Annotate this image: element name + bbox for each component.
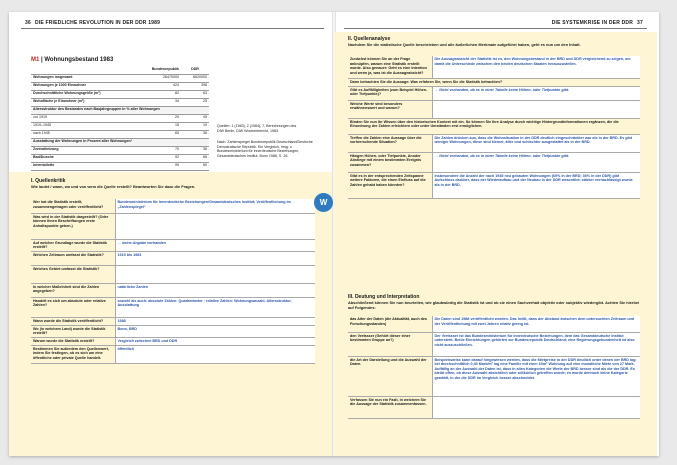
table-cell-brd: 20 — [150, 114, 181, 122]
right-page — [334, 12, 659, 456]
table-row-label: 1919–1945 — [31, 122, 150, 130]
table-cell-ddr: 6620000 — [181, 74, 209, 82]
table-row — [31, 154, 209, 162]
question-row — [31, 251, 315, 265]
question-cell: Wann wurde die Statistik veröffentlicht? — [31, 317, 115, 325]
answer-text: Die Zahlen drücken aus, dass die Wohnsituation in der DDR deutlich eingeschränkter war als in der BRD. Es gibt weniger Wohnungen, diese sind kleiner, älter und schlechter ausgestattet als in der BRD. — [434, 135, 632, 145]
left-page-header — [21, 18, 324, 27]
answer-cell[interactable] — [115, 213, 315, 239]
answer-text: Nicht vorhanden, da es in einer Tabelle keine Höhen- oder Tiefpunkte gibt. — [439, 153, 570, 158]
answer-text: Bundesministerium für Innerdeutsche Beziehungen/Gesamtdeutsches Institut; Veröffentlichung im „Zahlenspiegel“ — [117, 200, 291, 209]
table-cell-ddr: 60 — [181, 162, 209, 170]
table-row-label: Wohnungen insgesamt — [31, 74, 150, 82]
book-spread — [9, 12, 659, 456]
table-header-ddr: DDR — [181, 66, 209, 74]
answer-cell[interactable] — [115, 317, 315, 325]
question-cell: Treffen die Zahlen eine Aussage über die vorherrschende Situation? — [348, 134, 432, 152]
question-row — [348, 100, 640, 118]
answer-text: keine Angabe vorhanden — [122, 240, 166, 245]
answer-text: Die Daten sind 1988 veröffentlicht worden. Das heißt, dass der Abstand zwischen dem untersuchten Zeitraum und der Veröffentlichung mit zwei Jahren relativ gering ist. — [434, 317, 635, 326]
left-header-title: DIE FRIEDLICHE REVOLUTION IN DER DDR 1989 — [34, 19, 161, 26]
table-row-label: Wohnungen je 1000 Einwohner — [31, 82, 150, 90]
question-cell: Bestimmen Sie außerdem den Quellenwert, indem Sie festlegen, ob es sich um eine öffentliche oder private Quelle handelt. — [31, 345, 115, 363]
answer-cell[interactable] — [115, 297, 315, 317]
question-cell: Was wird in der Statistik dargestellt? (Oder können Ihnen Beschriftungen erste Anhaltspunkte geben.) — [31, 213, 115, 239]
question-cell: Gibt es Auffälligkeiten (zum Beispiel Höhen- oder Tiefpunkte)? — [348, 86, 432, 100]
table-cell-ddr: 36 — [181, 130, 209, 138]
table-cell-ddr: 63 — [181, 90, 209, 98]
table-row-label: Durchschnittliche Wohnungsgröße (m²) — [31, 90, 150, 98]
answer-text: Der Verfasser ist das Bundesministerium für innerdeutsche Beziehungen, dem das Gesamtdeutsche Institut untersteht. Beide Einrichtungen gehörten zur Bundesrepublik Deutschland; eine Regierungsgebundenheit ist also nicht auszuschließen. — [434, 333, 635, 347]
part2-title: II. Quellenanalyse — [348, 36, 391, 42]
table-row — [31, 90, 209, 98]
question-row — [31, 297, 315, 317]
question-row — [31, 345, 315, 363]
question-row — [348, 86, 640, 100]
answer-text: 1988 — [117, 318, 126, 323]
question-cell: Wer hat die Statistik erstellt, zusammengetragen oder veröffentlicht? — [31, 199, 115, 213]
table-cell-brd: 34 — [150, 98, 181, 106]
source-title-text: Wohnungsbestand 1983 — [44, 57, 114, 63]
source-note: Nach: Zahlenspiegel Bundesrepublik Deutschland/Deutsche Demokratische Republik. Ein Vergleich, hrsg. v. Bundesministerium für innerdeutsche Beziehungen, Gesamtdeutsches Institut, Bonn 1988, S. 26. — [217, 140, 313, 158]
arrow-icon: → — [117, 240, 123, 245]
question-row — [31, 265, 315, 283]
answer-cell[interactable] — [115, 199, 315, 213]
answer-cell[interactable] — [432, 152, 640, 172]
table-row — [31, 82, 209, 90]
part2-grid — [348, 56, 640, 199]
answer-cell[interactable] — [115, 265, 315, 283]
answer-cell[interactable] — [115, 239, 315, 251]
question-cell: Welchen Zeitraum umfasst die Statistik? — [31, 251, 115, 265]
answer-text: Vergleich zwischen BRD und DDR — [117, 338, 178, 343]
question-cell: Zunächst können Sie an der Frage anknüpfen, warum eine Statistik erstellt wurde. Also genauer: Geht es eine Intention und wenn ja, was ist die Aussageabsicht? — [348, 56, 432, 78]
table-row — [31, 130, 209, 138]
table-row-label: Innentoilette — [31, 162, 150, 170]
answer-text: 1919 bis 1983 — [117, 252, 142, 257]
answer-cell[interactable] — [115, 283, 315, 297]
table-cell-brd: 15 — [150, 122, 181, 130]
question-cell: Handelt es sich um absolute oder relative Zahlen? — [31, 297, 115, 317]
housing-table — [31, 66, 209, 171]
table-cell-brd: 65 — [150, 130, 181, 138]
question-cell: Dann betrachten Sie die Aussage: Was erfahren Sie, wenn Sie die Statistik betrachten? — [348, 78, 640, 86]
table-row-label: Wohnfläche je Einwohner (m²) — [31, 98, 150, 106]
analysis-area — [334, 32, 657, 456]
table-row-label: Altersstruktur des Bestandes nach Baujahrgruppen in % aller Wohnungen — [31, 106, 209, 114]
question-cell: Auf welcher Grundlage wurde die Statistik erstellt? — [31, 239, 115, 251]
table-cell-brd: 26470000 — [150, 74, 181, 82]
side-tab-w[interactable]: W — [314, 193, 333, 212]
question-row — [348, 332, 640, 356]
question-cell: Welche Werte sind besonders erwähnenswert und warum? — [348, 100, 432, 118]
answer-text: Die Aussageabsicht der Statistik ist es, den Wohnungsbestand in der BRD und DDR vergleichend zu zeigen, um damit die Unterschiede zwischen den beiden deutschen Staaten herauszustellen. — [434, 57, 631, 66]
part1-grid — [31, 199, 315, 364]
answer-text: öffentlich — [117, 346, 135, 351]
table-header-label — [31, 66, 150, 74]
answer-cell[interactable] — [432, 332, 640, 356]
question-row — [348, 356, 640, 396]
answer-cell[interactable] — [432, 100, 640, 118]
question-row — [348, 118, 640, 134]
table-row-label: nach 1945 — [31, 130, 150, 138]
source-quelle: Quellen: 1 (1983), 2 (1984), 7, Berechnungen des DIW Berlin, DIW Wochenbericht, 1983. — [217, 124, 297, 133]
question-row — [31, 213, 315, 239]
table-cell-brd: 424 — [150, 82, 181, 90]
part3-title: III. Deutung und Interpretation — [348, 294, 420, 300]
answer-cell[interactable] — [432, 134, 640, 152]
answer-cell[interactable] — [432, 172, 640, 198]
left-page — [9, 12, 334, 456]
answer-text: natürliche Zahlen — [117, 284, 149, 289]
answer-cell[interactable] — [432, 396, 640, 418]
part1-title: I. Quellenkritik — [31, 178, 66, 184]
question-row — [31, 317, 315, 325]
question-cell: Wo (in welchem Land) wurde die Statistik erstellt? — [31, 325, 115, 337]
answer-text: Nicht vorhanden, da es in einer Tabelle keine Höhen- oder Tiefpunkte gibt. — [439, 87, 570, 92]
question-row — [348, 152, 640, 172]
table-body — [31, 74, 209, 170]
part3-grid — [348, 316, 640, 419]
answer-cell[interactable] — [115, 325, 315, 337]
question-row — [31, 199, 315, 213]
right-page-header — [344, 18, 647, 27]
question-cell: Verfassen Sie nun ein Fazit, in welchem Sie die Aussage der Statistik zusammenfassen. — [348, 396, 432, 418]
part1-subtitle: Wie lautet / wann, wo und von wem die Quelle erstellt? Beantworten Sie dazu die Fragen. — [31, 184, 196, 189]
table-row — [31, 98, 209, 106]
question-cell: Welches Gebiet umfasst die Statistik? — [31, 265, 115, 283]
question-cell: In welcher Maßeinheit sind die Zahlen angegeben? — [31, 283, 115, 297]
left-header-rule — [21, 28, 324, 29]
table-cell-brd: 82 — [150, 90, 181, 98]
question-cell: Hängen Höhen- oder Tiefpunkte, Anoder Abstiege mit einem bestimmten Ereignis zusammen? — [348, 152, 432, 172]
part1-section — [9, 172, 332, 456]
answer-cell[interactable] — [115, 251, 315, 265]
answer-text: Insbesondere die Anzahl der nach 1945 neu gebauten Wohnungen (65% in der BRD; 36% in der DDR) gibt Aufschluss darüber, dass der Wiederaufbau und der Neubau in der DDR wesentlich stärker vernachlässigt wurde als in der BRD. — [434, 173, 633, 187]
table-row — [31, 114, 209, 122]
arrow-icon: → — [434, 87, 440, 92]
answer-cell[interactable] — [115, 337, 315, 345]
part3-subtitle: Abschließend können Sie nun beurteilen, wie glaubwürdig die Statistik ist und ob sie einen Sachverhalt objektiv oder subjektiv wiedergibt. Achten Sie hierbei auf Folgendes: — [348, 300, 640, 310]
left-page-number: 36 — [25, 19, 31, 26]
question-row — [348, 396, 640, 418]
table-row — [31, 146, 209, 154]
question-row — [31, 337, 315, 345]
answer-cell[interactable] — [432, 86, 640, 100]
table-row-label: Ausstattung der Wohnungen in Prozent aller Wohnungen¹ — [31, 138, 209, 146]
answer-cell[interactable] — [115, 345, 315, 363]
question-row — [348, 56, 640, 78]
answer-text: sowohl als auch: absolute Zahlen: Quadratmeter · relative Zahlen: Wohnungsanzahl, Altersstruktur, Ausstattung — [117, 298, 292, 308]
table-header-brd: Bundesrepublik — [150, 66, 181, 74]
answer-cell[interactable] — [432, 356, 640, 396]
table-cell-ddr: 25 — [181, 98, 209, 106]
right-page-number: 37 — [637, 19, 643, 26]
table-row — [31, 162, 209, 170]
question-row — [348, 134, 640, 152]
table-row — [31, 122, 209, 130]
right-header-rule — [344, 28, 647, 29]
question-row — [348, 78, 640, 86]
table-cell-brd: 70 — [150, 146, 181, 154]
answer-text: Beispielsweise kann darauf hingewiesen werden, dass die Mietpreise in der DDR deutlich unter denen der BRD lag: bei durchschnittlich 0,40 Mark/m² lag eine Familie mit einer 60m² Wohnung auf eine monatliche Miete von 27 Mark. Auffällig an der Auswahl der Daten ist, dass in allen Kategorien die Werte der BRD besser sind als die der DDR. Es bleibt offen, ob diese Auswahl absichtlich oder willkürlich getroffen wurde; es wurde dennoch keine Kategorie gewählt, in der die DDR im Vergleich besser abschneidet. — [434, 357, 637, 380]
table-cell-brd: 95 — [150, 162, 181, 170]
question-row — [348, 172, 640, 198]
table-row-label: Zentralheizung — [31, 146, 150, 154]
question-row — [31, 239, 315, 251]
arrow-icon: → — [434, 153, 440, 158]
answer-cell[interactable] — [432, 56, 640, 78]
table-row — [31, 138, 209, 146]
right-header-title: DIE SYSTEMKRISE IN DER DDR — [551, 19, 634, 26]
answer-text: Bonn, BRD — [117, 326, 137, 331]
table-cell-ddr: 36 — [181, 146, 209, 154]
question-row — [31, 283, 315, 297]
table-cell-ddr: 68 — [181, 154, 209, 162]
table-row-label: vor 1919 — [31, 114, 150, 122]
source-title: M1 | Wohnungsbestand 1983 — [31, 57, 114, 63]
question-cell: die Art der Darstellung und die Auswahl der Daten. — [348, 356, 432, 396]
table-cell-ddr: 45 — [181, 114, 209, 122]
part2-subtitle: Nachdem Sie die statistische Quelle beschrieben und alle äußerlichen Merkmale aufgeführt haben, geht es nun um den Inhalt. — [348, 42, 581, 47]
table-cell-brd: 92 — [150, 154, 181, 162]
question-row — [31, 325, 315, 337]
question-cell: den Verfasser (Gehört dieser einer bestimmten Gruppe an?) — [348, 332, 432, 356]
table-cell-ddr: 19 — [181, 122, 209, 130]
question-cell: Warum wurde die Statistik erstellt? — [31, 337, 115, 345]
question-row — [348, 316, 640, 332]
table-row-label: Bad/Dusche — [31, 154, 150, 162]
answer-cell[interactable] — [432, 316, 640, 332]
table-row — [31, 106, 209, 114]
source-marker: M1 — [31, 57, 40, 63]
table-cell-ddr: 398 — [181, 82, 209, 90]
table-row — [31, 74, 209, 82]
question-cell: das Alter der Daten (die Aktualität, auch des Forschungsstandes) — [348, 316, 432, 332]
question-cell: Gibt es in der entsprechenden Zeitspanne weitere Faktoren, die einen Einfluss auf die Zahlen gehabt haben könnten? — [348, 172, 432, 198]
question-cell: Binden Sie nun Ihr Wissen über den historischen Kontext mit ein. So können Sie Ihre Analyse durch wichtige Hintergrundinformationen ergänzen, die die Einordnung der Zahlen erleichtern oder unter Umständen erst ermöglichen. — [348, 118, 640, 134]
